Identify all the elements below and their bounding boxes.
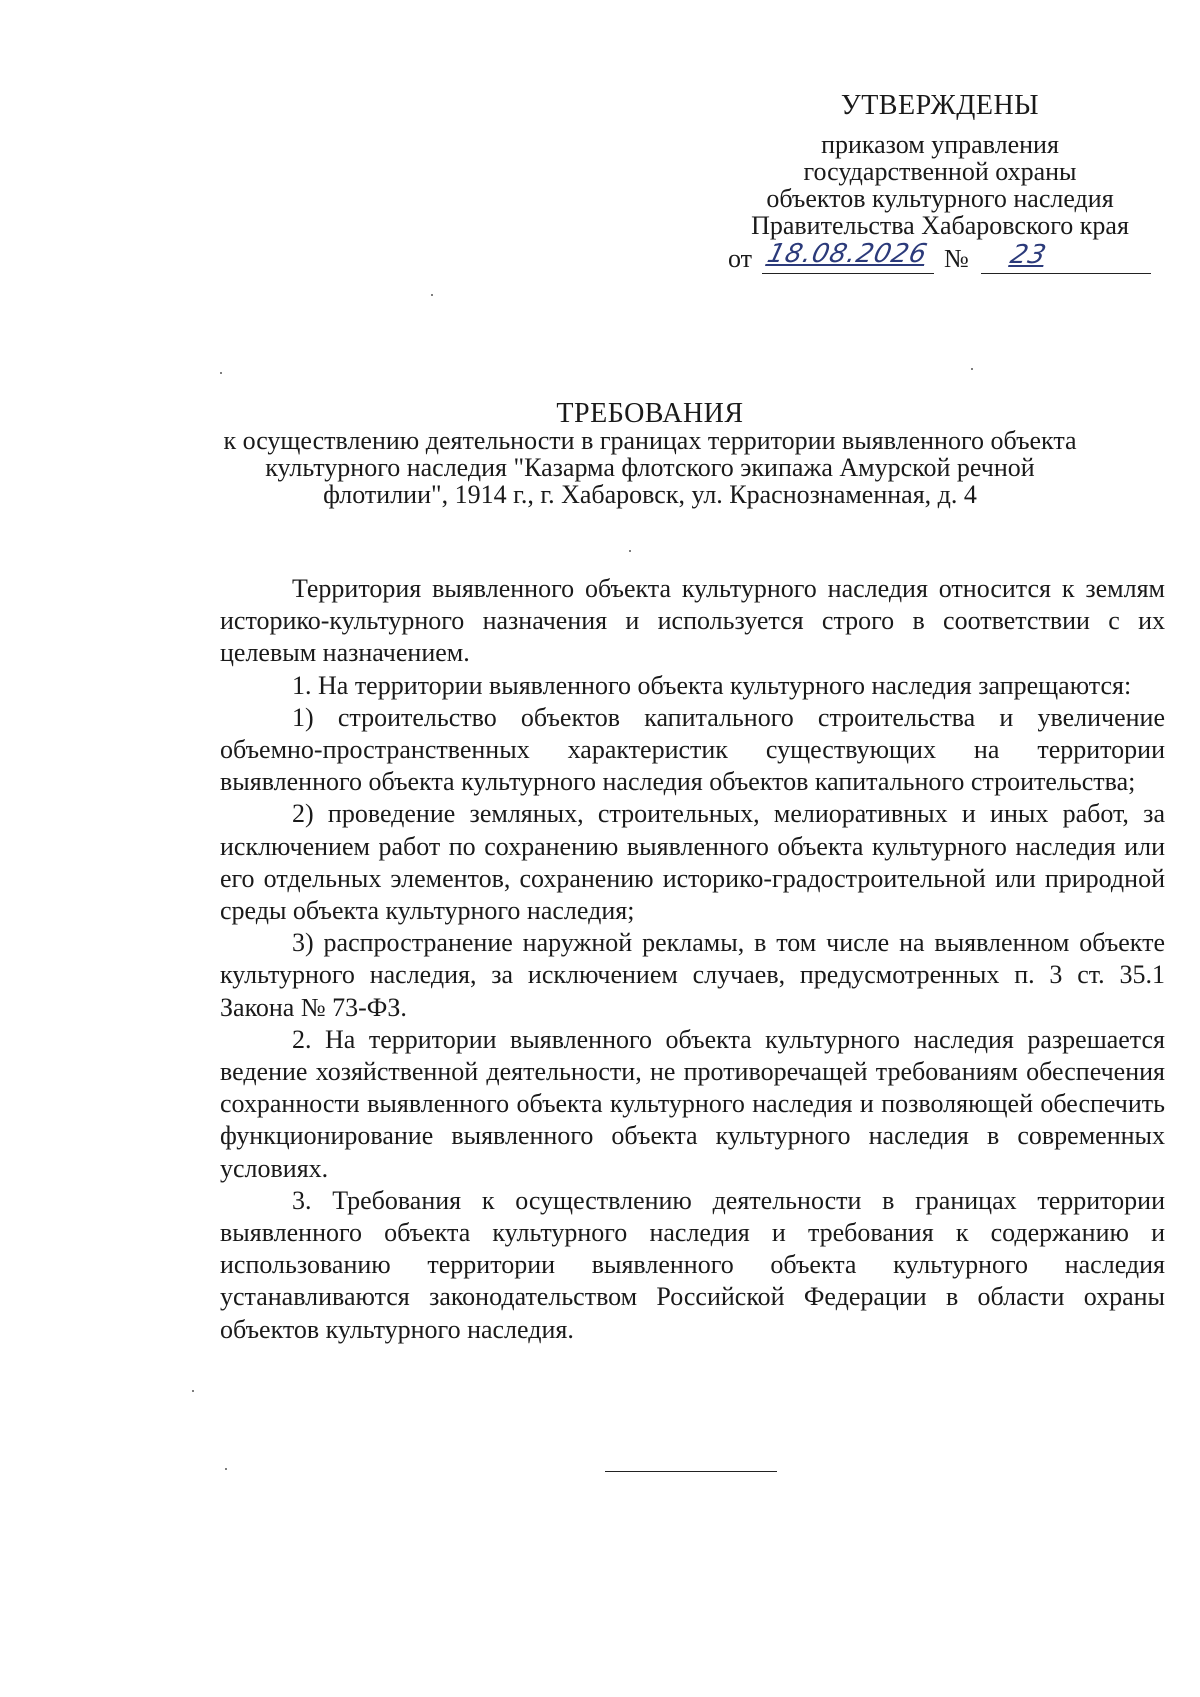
number-field	[981, 240, 1151, 274]
scan-speck	[225, 1468, 227, 1470]
body-paragraph: 1) строительство объектов капитального строительства и увеличение объемно-пространственных характеристик существующих на территории выявленного объекта культурного наследия объектов капитального строительства;	[220, 702, 1165, 797]
body-paragraph: 2. На территории выявленного объекта культурного наследия разрешается ведение хозяйственной деятельности, не противоречащей требованиям обеспечения сохранности выявленного объекта культурного наследия и позволяющей обеспечить функционирование выявленного объекта культурного наследия в современных условиях.	[220, 1024, 1165, 1183]
handwritten-number: 23	[1007, 240, 1050, 270]
end-of-document-rule	[605, 1471, 777, 1472]
title-line: к осуществлению деятельности в границах территории выявленного объекта	[223, 426, 1077, 455]
scan-speck	[220, 372, 222, 374]
body-paragraph: 1. На территории выявленного объекта культурного наследия запрещаются:	[292, 670, 1132, 700]
date-prefix: от	[728, 244, 753, 273]
approval-block	[720, 92, 1160, 239]
body-paragraph: 2) проведение земляных, строительных, мелиоративных и иных работ, за исключением работ по сохранению выявленного объекта культурного наследия или его отдельных элементов, сохранению историко-градостроительной или природной среды объекта культурного наследия;	[220, 799, 1165, 926]
date-field	[762, 239, 934, 274]
approval-line: государственной охраны	[803, 157, 1077, 186]
document-title: ТРЕБОВАНИЯ	[556, 398, 744, 429]
scan-speck	[971, 368, 973, 370]
document-title-block	[150, 400, 1150, 508]
approval-line: Правительства Хабаровского края	[751, 211, 1129, 240]
title-line: флотилии", 1914 г., г. Хабаровск, ул. Краснознаменная, д. 4	[323, 480, 977, 509]
body-paragraph: 3) распространение наружной рекламы, в том числе на выявленном объекте культурного наследия, за исключением случаев, предусмотренных п. 3 ст. 35.1 Закона № 73-ФЗ.	[220, 928, 1165, 1022]
handwritten-date: 18.08.2026	[764, 239, 931, 269]
body-paragraph: Территория выявленного объекта культурного наследия относится к землям историко-культурного назначения и используется строго в соответствии с их целевым назначением.	[220, 574, 1165, 668]
scan-speck	[192, 1390, 194, 1392]
scan-speck	[431, 294, 433, 296]
number-prefix: №	[944, 244, 969, 273]
order-date-number-line	[728, 239, 1151, 274]
approval-line: приказом управления	[821, 130, 1059, 159]
title-line: культурного наследия "Казарма флотского экипажа Амурской речной	[265, 453, 1035, 482]
body-paragraph: 3. Требования к осуществлению деятельности в границах территории выявленного объекта культурного наследия и требования к содержанию и использованию территории выявленного объекта культурного наследия устанавливаются законодательством Российской Федерации в области охраны объектов культурного наследия.	[220, 1185, 1165, 1344]
document-body	[220, 573, 1165, 1346]
scan-speck	[629, 550, 631, 552]
approval-line: объектов культурного наследия	[766, 184, 1114, 213]
approval-heading: УТВЕРЖДЕНЫ	[840, 90, 1040, 121]
